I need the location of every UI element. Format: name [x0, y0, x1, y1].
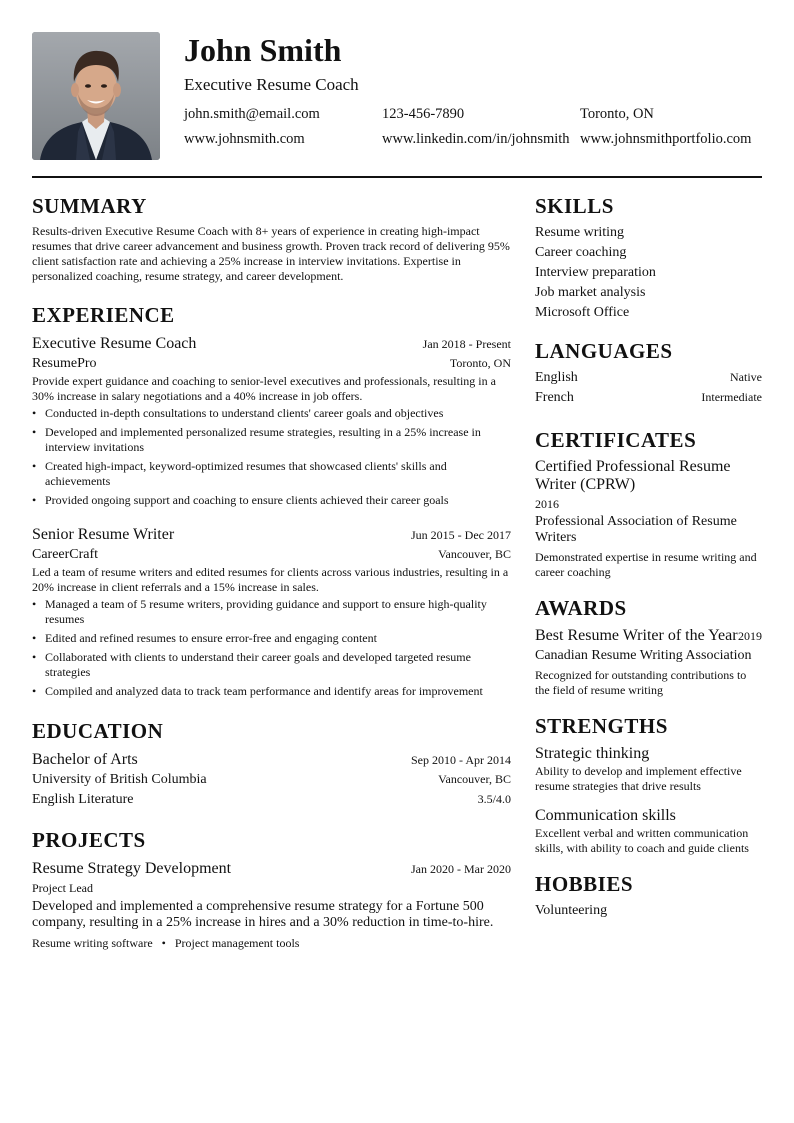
hobbies-heading: HOBBIES	[535, 872, 634, 896]
list-item: • Compiled and analyzed data to track team performance and identify areas for improvement	[32, 684, 483, 698]
education-dates: Sep 2010 - Apr 2014	[411, 753, 511, 767]
experience-section	[32, 301, 511, 699]
person-portrait-icon	[32, 32, 160, 160]
strength-name: Communication skills	[535, 807, 676, 824]
award-year: 2019	[738, 629, 762, 643]
job-company: ResumePro	[32, 356, 97, 371]
right-column	[535, 192, 762, 921]
education-school: University of British Columbia	[32, 772, 207, 787]
skill-item: Job market analysis	[535, 285, 646, 300]
skill-item: Microsoft Office	[535, 305, 630, 320]
skill-item: Resume writing	[535, 225, 625, 240]
languages-section	[535, 337, 762, 408]
education-degree: Bachelor of Arts	[32, 751, 138, 768]
project-tool: Project management tools	[174, 936, 300, 950]
certificate-description: Demonstrated expertise in resume writing and career coaching	[535, 550, 757, 579]
project-dates: Jan 2020 - Mar 2020	[411, 862, 511, 876]
job-dates: Jan 2018 - Present	[422, 337, 511, 351]
list-item: • Conducted in-depth consultations to understand clients' career goals and objectives	[32, 406, 444, 420]
list-item: • Managed a team of 5 resume writers, providing guidance and support to ensure high-quality resumes	[32, 597, 487, 626]
list-item: • Edited and refined resumes to ensure error-free and engaging content	[32, 631, 377, 645]
language-name: English	[535, 370, 578, 385]
job-role: Executive Resume Coach	[32, 335, 197, 352]
job-description: Led a team of resume writers and edited resumes for clients across various industries, resulting in a 20% increase in client referrals and a 15% increase in sales.	[32, 565, 509, 594]
contact-website[interactable]: www.johnsmith.com	[184, 131, 305, 147]
language-name: French	[535, 390, 574, 405]
contact-portfolio[interactable]: www.johnsmithportfolio.com	[580, 131, 752, 147]
skills-section	[535, 192, 762, 323]
skill-item: Career coaching	[535, 245, 627, 260]
hobby-item: Volunteering	[535, 903, 608, 918]
certificate-year: 2016	[535, 497, 559, 511]
strength-name: Strategic thinking	[535, 745, 650, 762]
person-title: Executive Resume Coach	[184, 75, 359, 94]
award-name: Best Resume Writer of the Year	[535, 627, 738, 644]
award-description: Recognized for outstanding contributions to the field of resume writing	[535, 668, 747, 697]
project-tools	[32, 935, 511, 951]
header-info	[184, 32, 764, 156]
summary-heading: SUMMARY	[32, 194, 147, 218]
education-section	[32, 717, 511, 810]
award-issuer: Canadian Resume Writing Association	[535, 648, 752, 663]
contact-linkedin[interactable]: www.linkedin.com/in/johnsmith	[382, 131, 570, 147]
certificates-section	[535, 426, 762, 580]
list-item: • Provided ongoing support and coaching to ensure clients achieved their career goals	[32, 493, 449, 507]
projects-heading: PROJECTS	[32, 828, 146, 852]
job-bullets	[32, 597, 511, 699]
contact-email[interactable]: john.smith@email.com	[184, 106, 320, 122]
person-name: John Smith	[184, 32, 342, 68]
strengths-section	[535, 712, 762, 856]
list-item: • Created high-impact, keyword-optimized resumes that showcased clients' skills and achievements	[32, 459, 447, 488]
job-entry	[32, 333, 511, 508]
job-dates: Jun 2015 - Dec 2017	[411, 528, 511, 542]
summary-section	[32, 192, 511, 284]
contact-location: Toronto, ON	[580, 106, 654, 122]
strengths-heading: STRENGTHS	[535, 714, 668, 738]
language-level: Native	[730, 370, 762, 384]
job-bullets	[32, 406, 511, 508]
awards-section	[535, 594, 762, 698]
project-role: Project Lead	[32, 881, 93, 895]
header-divider	[32, 176, 762, 178]
resume-header	[32, 32, 762, 160]
contact-grid	[184, 104, 764, 156]
job-entry	[32, 524, 511, 699]
job-role: Senior Resume Writer	[32, 526, 175, 543]
languages-heading: LANGUAGES	[535, 339, 673, 363]
hobbies-section	[535, 870, 762, 921]
list-item: • Collaborated with clients to understand their career goals and developed targeted resume strategies	[32, 650, 471, 679]
strength-description: Ability to develop and implement effective resume strategies that drive results	[535, 764, 742, 793]
project-tool: Resume writing software	[32, 936, 153, 950]
job-company: CareerCraft	[32, 547, 99, 562]
education-field: English Literature	[32, 792, 134, 807]
education-location: Vancouver, BC	[438, 772, 511, 786]
left-column	[32, 192, 511, 951]
separator-dot: •	[161, 936, 166, 950]
profile-photo	[32, 32, 160, 160]
education-heading: EDUCATION	[32, 719, 164, 743]
skills-heading: SKILLS	[535, 194, 614, 218]
project-description: Developed and implemented a comprehensive resume strategy for a Fortune 500 company, resulting in a 25% increase in hires and a 30% reduction in time-to-hire.	[32, 899, 494, 930]
contact-phone[interactable]: 123-456-7890	[382, 106, 465, 122]
awards-heading: AWARDS	[535, 596, 627, 620]
strength-description: Excellent verbal and written communication skills, with ability to coach and guide clients	[535, 826, 749, 855]
certificate-issuer: Professional Association of Resume Writers	[535, 514, 737, 545]
language-level: Intermediate	[701, 390, 762, 404]
summary-text: Results-driven Executive Resume Coach with 8+ years of experience in creating high-impact resumes that drive career advancement and business growth. Proven track record of delivering 95% client satisfaction rate and achieving a 25% increase in interview invitations. Expertise in personalized coaching, resume strategy, and career development.	[32, 224, 510, 283]
job-description: Provide expert guidance and coaching to senior-level executives and professionals, resulting in a 30% increase in salary negotiations and a 40% increase in job offers.	[32, 374, 496, 403]
job-location: Toronto, ON	[449, 356, 511, 370]
skill-item: Interview preparation	[535, 265, 656, 280]
job-location: Vancouver, BC	[438, 547, 511, 561]
project-name: Resume Strategy Development	[32, 860, 232, 877]
certificates-heading: CERTIFICATES	[535, 428, 697, 452]
certificate-name: Certified Professional Resume Writer (CPRW)	[535, 458, 731, 493]
list-item: • Developed and implemented personalized resume strategies, resulting in a 25% increase in interview invitations	[32, 425, 481, 454]
experience-heading: EXPERIENCE	[32, 303, 175, 327]
education-gpa: 3.5/4.0	[477, 792, 511, 806]
projects-section	[32, 826, 511, 951]
